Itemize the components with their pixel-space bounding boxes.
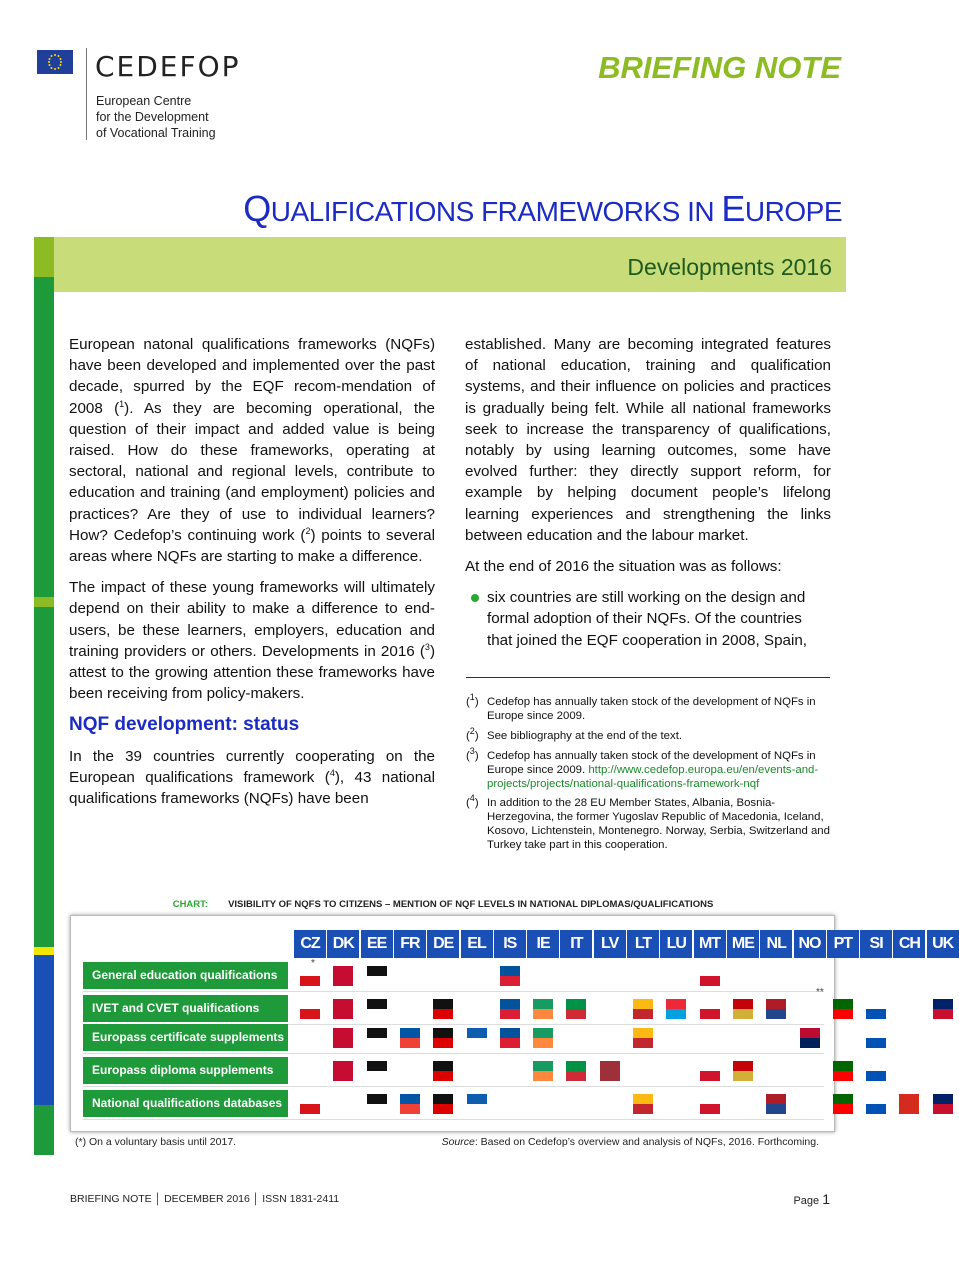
- footnote-text: See bibliography at the end of the text.: [487, 730, 683, 742]
- flag-marker-nl: [766, 999, 786, 1019]
- flag-bottom-half: [333, 1038, 353, 1048]
- footnote-1: [466, 692, 832, 723]
- flag-top-half: [533, 1061, 553, 1071]
- flag-bottom-half: [899, 1104, 919, 1114]
- flag-top-half: [467, 1028, 487, 1038]
- flag-marker-mt: [700, 999, 720, 1019]
- side-strip-segment: [34, 947, 54, 955]
- flag-marker-ie: [533, 1061, 553, 1081]
- flag-bottom-half: [467, 1104, 487, 1114]
- flag-top-half: [733, 999, 753, 1009]
- footnote-number: ($^2$): [466, 726, 479, 742]
- flag-bottom-half: [333, 1071, 353, 1081]
- flag-top-half: [833, 1061, 853, 1071]
- flag-marker-si: [866, 1061, 886, 1081]
- intro-paragraph-2: The impact of these young frameworks will ultimately depend on their ability to make a difference to end-users, be these learners, employers, education and training providers or others. Developments in 2016 ($^3$) attest to the growing attention these frameworks have been receiving from policy-makers.: [69, 579, 435, 703]
- page-label: Page: [793, 1195, 820, 1207]
- flag-bottom-half: [433, 1038, 453, 1048]
- flag-top-half: [866, 1094, 886, 1104]
- flag-top-half: [367, 1094, 387, 1104]
- flag-marker-dk: [333, 1061, 353, 1081]
- flag-top-half: [833, 999, 853, 1009]
- flag-top-half: [633, 999, 653, 1009]
- flag-top-half: [666, 999, 686, 1009]
- flag-marker-ie: [533, 1028, 553, 1048]
- chart-row-label: National qualifications databases: [83, 1090, 288, 1117]
- country-header-lv: LV: [594, 930, 626, 958]
- flag-top-half: [766, 1094, 786, 1104]
- chart-row-separator: [83, 1119, 824, 1120]
- flag-marker-me: [733, 1061, 753, 1081]
- side-strip-segment: [34, 1105, 54, 1155]
- continued-paragraph: established. Many are becoming integrated features of national education, training and qualification systems, and their influence on policies and practices is gradually being felt. While all national frameworks seek to increase the transparency of qualifications, notably by using learning outcomes, some have evolved further: they directly support reform, for example by helping document people’s lifelong learning experiences and strengthening the links between education and the labour market.: [465, 336, 831, 544]
- flag-top-half: [500, 1028, 520, 1038]
- flag-bottom-half: [500, 976, 520, 986]
- flag-bottom-half: [700, 976, 720, 986]
- flag-marker-lu: [666, 999, 686, 1019]
- flag-bottom-half: [533, 1009, 553, 1019]
- flag-top-half: [933, 1094, 953, 1104]
- flag-marker-it: [566, 999, 586, 1019]
- flag-top-half: [700, 999, 720, 1009]
- flag-bottom-half: [533, 1038, 553, 1048]
- footnote-number: ($^1$): [466, 692, 479, 708]
- flag-top-half: [400, 1028, 420, 1038]
- eu-flag-icon: [37, 50, 73, 74]
- flag-bottom-half: [467, 1038, 487, 1048]
- country-header-mt: MT: [694, 930, 726, 958]
- title-initial-2: E: [721, 188, 745, 229]
- chart-row-label: General education qualifications: [83, 962, 288, 989]
- flag-top-half: [467, 1094, 487, 1104]
- flag-bottom-half: [633, 1009, 653, 1019]
- document-title: [243, 188, 842, 230]
- flag-top-half: [800, 1028, 820, 1038]
- flag-marker-pt: [833, 1061, 853, 1081]
- flag-marker-is: [500, 966, 520, 986]
- chart-row-separator: [83, 991, 824, 992]
- footnote-link[interactable]: http://www.cedefop.europa.eu/en/events-and-projects/projects/national-qualifications-framework-nqf: [487, 764, 819, 790]
- title-rest-2: UROPE: [744, 196, 842, 227]
- flag-marker-si: [866, 999, 886, 1019]
- country-header-cz: CZ: [294, 930, 326, 958]
- flag-marker-ee: [367, 1094, 387, 1114]
- flag-marker-de: [433, 1061, 453, 1081]
- flag-marker-mt: [700, 1061, 720, 1081]
- flag-bottom-half: [333, 1009, 353, 1019]
- flag-bottom-half: [866, 1071, 886, 1081]
- left-column: [69, 334, 435, 819]
- chart-row-separator: [83, 1053, 824, 1054]
- country-header-lt: LT: [627, 930, 659, 958]
- flag-bottom-half: [733, 1009, 753, 1019]
- flag-marker-ee: [367, 999, 387, 1019]
- footnote-text-part: Cedefop has annually taken stock of the development of NQFs in Europe since 2009.: [487, 750, 816, 776]
- flag-top-half: [433, 1094, 453, 1104]
- flag-marker-cz: [300, 999, 320, 1019]
- flag-top-half: [433, 999, 453, 1009]
- flag-top-half: [833, 1094, 853, 1104]
- flag-bottom-half: [633, 1038, 653, 1048]
- flag-top-half: [367, 1061, 387, 1071]
- flag-bottom-half: [833, 1104, 853, 1114]
- flag-bottom-half: [300, 1104, 320, 1114]
- flag-top-half: [333, 999, 353, 1009]
- flag-marker-ie: [533, 999, 553, 1019]
- flag-bottom-half: [866, 1104, 886, 1114]
- country-header-nl: NL: [760, 930, 792, 958]
- status-paragraph: In the 39 countries currently cooperating on the European qualifications framework ($^4$), 43 national qualifications frameworks (NQFs) have been: [69, 747, 435, 808]
- flag-top-half: [300, 1094, 320, 1104]
- cz-footnote-mark: *: [311, 958, 315, 969]
- flag-marker-dk: [333, 999, 353, 1019]
- flag-marker-dk: [333, 1028, 353, 1048]
- country-header-is: IS: [494, 930, 526, 958]
- flag-bottom-half: [566, 1071, 586, 1081]
- flag-marker-me: [733, 999, 753, 1019]
- flag-top-half: [566, 999, 586, 1009]
- country-header-si: SI: [860, 930, 892, 958]
- flag-top-half: [333, 966, 353, 976]
- flag-top-half: [700, 966, 720, 976]
- flag-marker-fr: [400, 1028, 420, 1048]
- side-strip-segment: [34, 955, 54, 1105]
- footnote-number: ($^4$): [466, 793, 479, 809]
- flag-marker-mt: [700, 1094, 720, 1114]
- flag-marker-ee: [367, 966, 387, 986]
- flag-top-half: [733, 1061, 753, 1071]
- flag-bottom-half: [367, 1038, 387, 1048]
- flag-marker-ee: [367, 1061, 387, 1081]
- flag-top-half: [433, 1061, 453, 1071]
- flag-bottom-half: [300, 1009, 320, 1019]
- flag-bottom-half: [500, 1009, 520, 1019]
- flag-marker-pt: [833, 999, 853, 1019]
- flag-marker-de: [433, 1028, 453, 1048]
- chart-label: CHART:: [172, 899, 209, 910]
- flag-bottom-half: [800, 1038, 820, 1048]
- flag-bottom-half: [367, 976, 387, 986]
- flag-bottom-half: [633, 1104, 653, 1114]
- country-header-ee: EE: [361, 930, 393, 958]
- chart-row-label: Europass diploma supplements: [83, 1057, 288, 1084]
- flag-marker-lv: [600, 1061, 620, 1081]
- flag-marker-cz: [300, 1094, 320, 1114]
- flag-top-half: [367, 999, 387, 1009]
- chart-caption: [0, 899, 886, 910]
- section-heading: NQF development: status: [69, 714, 300, 736]
- flag-bottom-half: [400, 1104, 420, 1114]
- country-header-dk: DK: [327, 930, 359, 958]
- org-name-line-3: of Vocational Training: [96, 126, 216, 140]
- flag-top-half: [933, 999, 953, 1009]
- flag-bottom-half: [833, 1009, 853, 1019]
- flag-bottom-half: [533, 1071, 553, 1081]
- flag-marker-ee: [367, 1028, 387, 1048]
- flag-bottom-half: [766, 1009, 786, 1019]
- flag-bottom-half: [766, 1104, 786, 1114]
- chart-title: VISIBILITY OF NQFS TO CITIZENS – MENTION OF NQF LEVELS IN NATIONAL DIPLOMAS/QUALIFICATIONS: [228, 899, 714, 910]
- flag-bottom-half: [700, 1104, 720, 1114]
- footnote-text: In addition to the 28 EU Member States, Albania, Bosnia-Herzegovina, the former Yugoslav Republic of Macedonia, Iceland, Kosovo, Lichtenstein, Montenegro. Norway, Serbia, Switzerland and Turkey take part in this cooperation.: [487, 797, 830, 851]
- country-header-it: IT: [560, 930, 592, 958]
- flag-top-half: [400, 1094, 420, 1104]
- flag-top-half: [633, 1028, 653, 1038]
- footnote-3: [466, 746, 832, 793]
- flag-marker-el: [467, 1028, 487, 1048]
- footnote-number: ($^3$): [466, 746, 479, 762]
- flag-top-half: [633, 1094, 653, 1104]
- flag-top-half: [300, 966, 320, 976]
- flag-top-half: [866, 999, 886, 1009]
- country-header-uk: UK: [927, 930, 959, 958]
- flag-marker-cz: [300, 966, 320, 986]
- flag-bottom-half: [433, 1104, 453, 1114]
- flag-bottom-half: [700, 1071, 720, 1081]
- flag-top-half: [866, 1028, 886, 1038]
- flag-bottom-half: [367, 1104, 387, 1114]
- source-text: : Based on Cedefop’s overview and analysis of NQFs, 2016. Forthcoming.: [474, 1136, 819, 1148]
- bullet-item: six countries are still working on the design and formal adoption of their NQFs. Of the countries that joined the EQF cooperation in 2008, Spain,: [465, 587, 831, 651]
- flag-marker-it: [566, 1061, 586, 1081]
- flag-top-half: [533, 999, 553, 1009]
- flag-top-half: [333, 1061, 353, 1071]
- org-name-line-2: for the Development: [96, 110, 209, 124]
- chart-row-label: Europass certificate supplements: [83, 1024, 288, 1051]
- country-header-no: NO: [794, 930, 826, 958]
- flag-top-half: [333, 1028, 353, 1038]
- page-number: [793, 1191, 830, 1207]
- flag-bottom-half: [367, 1071, 387, 1081]
- flag-marker-uk: [933, 1094, 953, 1114]
- footnote-text: [487, 749, 832, 791]
- flag-marker-is: [500, 1028, 520, 1048]
- footer-info: BRIEFING NOTE │ DECEMBER 2016 │ ISSN 1831-2411: [70, 1193, 340, 1205]
- flag-marker-si: [866, 1028, 886, 1048]
- flag-top-half: [500, 966, 520, 976]
- flag-marker-ch: [899, 1094, 919, 1114]
- flag-top-half: [433, 1028, 453, 1038]
- flag-bottom-half: [600, 1071, 620, 1081]
- flag-marker-el: [467, 1094, 487, 1114]
- flag-marker-fr: [400, 1094, 420, 1114]
- flag-top-half: [367, 1028, 387, 1038]
- country-header-de: DE: [427, 930, 459, 958]
- flag-marker-nl: [766, 1094, 786, 1114]
- flag-top-half: [700, 1061, 720, 1071]
- country-header-lu: LU: [660, 930, 692, 958]
- flag-marker-pt: [833, 1094, 853, 1114]
- flag-top-half: [899, 1094, 919, 1104]
- uk-footnote-mark: **: [816, 987, 824, 998]
- country-header-ie: IE: [527, 930, 559, 958]
- flag-bottom-half: [933, 1009, 953, 1019]
- flag-top-half: [766, 999, 786, 1009]
- briefing-note-label: BRIEFING NOTE: [598, 50, 841, 85]
- right-column: [465, 334, 831, 661]
- footnote-2: [466, 726, 832, 743]
- flag-marker-de: [433, 1094, 453, 1114]
- flag-bottom-half: [500, 1038, 520, 1048]
- flag-bottom-half: [367, 1009, 387, 1019]
- flag-marker-lt: [633, 1028, 653, 1048]
- flag-marker-si: [866, 1094, 886, 1114]
- flag-bottom-half: [666, 1009, 686, 1019]
- flag-bottom-half: [400, 1038, 420, 1048]
- cedefop-logo: CEDEFOP: [95, 50, 241, 83]
- intro-paragraph-1: European natonal qualifications frameworks (NQFs) have been developed and implemented over the past decade, spurred by the EQF recom-mendation of 2008 ($^1$). As they are becoming operational, the question of their impact and added value is being raised. How do these frameworks, operating at sectoral, national and regional levels, contribute to education and training (and employment) policies and practices? Are they of use to individual learners? How? Cedefop’s continuing work ($^2$) points to several areas where NQFs are starting to make a difference.: [69, 336, 436, 566]
- flag-marker-lt: [633, 1094, 653, 1114]
- country-header-pt: PT: [827, 930, 859, 958]
- flag-bottom-half: [300, 976, 320, 986]
- footnote-text: Cedefop has annually taken stock of the development of NQFs in Europe since 2009.: [487, 696, 816, 722]
- flag-top-half: [700, 1094, 720, 1104]
- flag-bottom-half: [866, 1038, 886, 1048]
- flag-marker-mt: [700, 966, 720, 986]
- flag-bottom-half: [566, 1009, 586, 1019]
- country-header-el: EL: [461, 930, 493, 958]
- flag-top-half: [566, 1061, 586, 1071]
- flag-bottom-half: [733, 1071, 753, 1081]
- page-num-value: 1: [822, 1191, 830, 1207]
- chart-row-separator: [83, 1086, 824, 1087]
- chart-note: (*) On a voluntary basis until 2017.: [75, 1136, 237, 1148]
- situation-intro: At the end of 2016 the situation was as follows:: [465, 558, 782, 576]
- flag-marker-uk: [933, 999, 953, 1019]
- side-strip-segment: [34, 277, 54, 597]
- side-strip-segment: [34, 607, 54, 947]
- flag-bottom-half: [933, 1104, 953, 1114]
- title-initial-1: Q: [243, 188, 271, 229]
- flag-top-half: [500, 999, 520, 1009]
- header-divider: [86, 48, 87, 140]
- flag-marker-de: [433, 999, 453, 1019]
- flag-bottom-half: [700, 1009, 720, 1019]
- footnote-4: [466, 793, 832, 852]
- flag-bottom-half: [833, 1071, 853, 1081]
- flag-bottom-half: [433, 1009, 453, 1019]
- document-subtitle: Developments 2016: [627, 254, 832, 280]
- side-strip-segment: [34, 237, 54, 277]
- flag-marker-dk: [333, 966, 353, 986]
- flag-bottom-half: [333, 976, 353, 986]
- flag-marker-is: [500, 999, 520, 1019]
- source-label: Source: [441, 1136, 475, 1148]
- country-header-ch: CH: [893, 930, 925, 958]
- flag-top-half: [300, 999, 320, 1009]
- chart-source: [442, 1136, 819, 1148]
- flag-bottom-half: [433, 1071, 453, 1081]
- flag-top-half: [600, 1061, 620, 1071]
- flag-bottom-half: [866, 1009, 886, 1019]
- flag-top-half: [866, 1061, 886, 1071]
- flag-top-half: [533, 1028, 553, 1038]
- footnote-rule: [466, 677, 830, 678]
- country-header-fr: FR: [394, 930, 426, 958]
- org-name-line-1: European Centre: [96, 94, 192, 108]
- title-rest-1: UALIFICATIONS FRAMEWORKS IN: [270, 196, 722, 227]
- flag-marker-lt: [633, 999, 653, 1019]
- side-strip-segment: [34, 597, 54, 607]
- chart-row-label: IVET and CVET qualifications: [83, 995, 288, 1022]
- flag-marker-no: [800, 1028, 820, 1048]
- flag-top-half: [367, 966, 387, 976]
- country-header-me: ME: [727, 930, 759, 958]
